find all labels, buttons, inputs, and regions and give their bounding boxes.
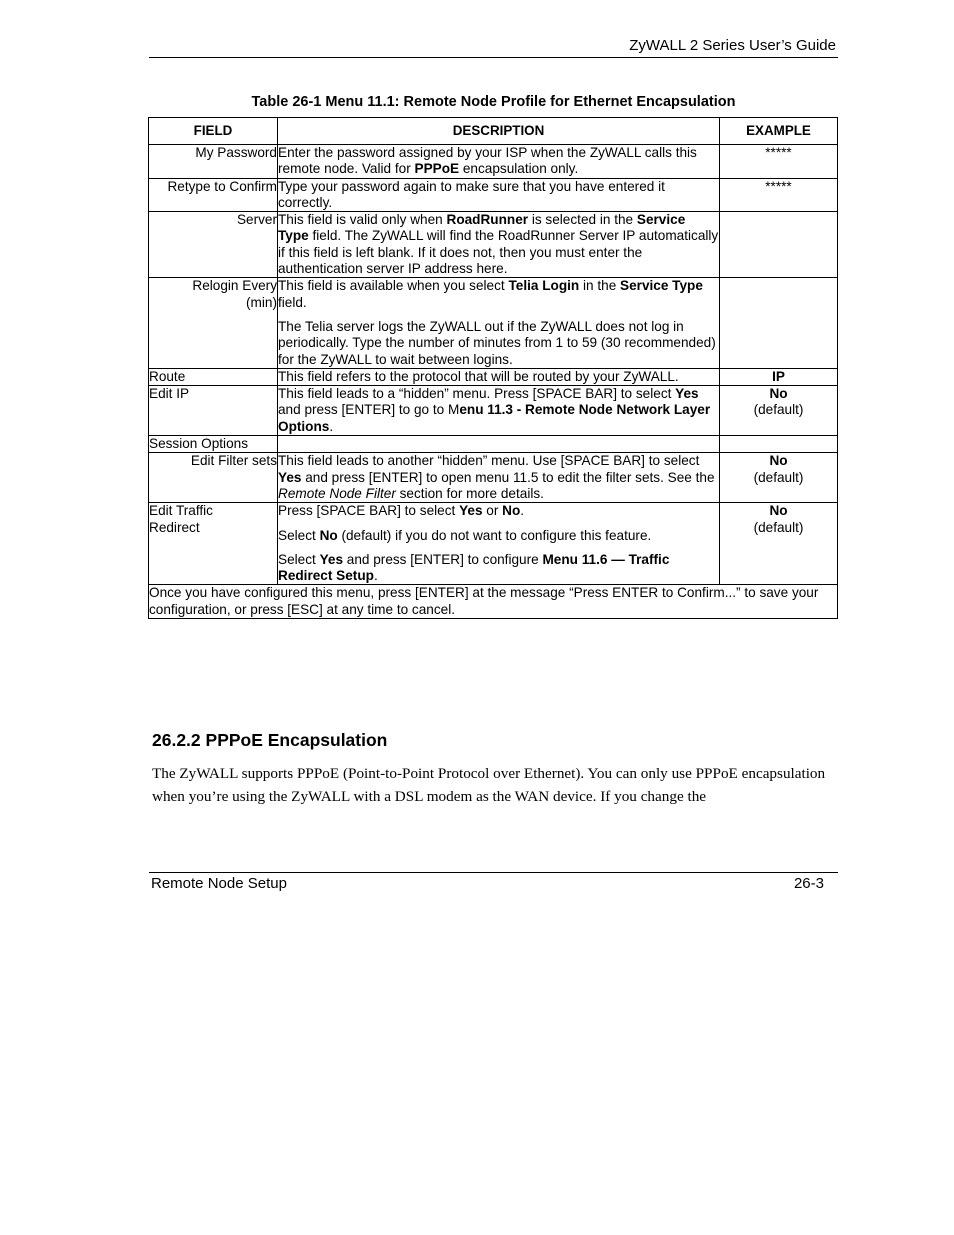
table-header-row bbox=[149, 118, 838, 145]
description-cell: This field leads to another “hidden” menu. Use [SPACE BAR] to select Yes and press [ENTER] to open menu 11.5 to edit the filter sets. See the Remote Node Filter section for more details. bbox=[278, 453, 720, 503]
footer-rule bbox=[149, 872, 838, 873]
section-body-text: The ZyWALL supports PPPoE (Point-to-Point Protocol over Ethernet). You can only use PPPoE encapsulation when you’re using the ZyWALL with a DSL modem as the WAN device. If you change the bbox=[152, 765, 826, 805]
field-cell: Retype to Confirm bbox=[149, 178, 278, 212]
field-cell: Session Options bbox=[149, 436, 278, 453]
footer-page-number: 26-3 bbox=[793, 875, 824, 892]
description-cell bbox=[278, 436, 720, 453]
running-header: ZyWALL 2 Series User’s Guide bbox=[629, 37, 836, 54]
description-cell: This field leads to a “hidden” menu. Press [SPACE BAR] to select Yes and press [ENTER] to go to Menu 11.3 - Remote Node Network Layer Options. bbox=[278, 386, 720, 436]
description-cell: This field refers to the protocol that will be routed by your ZyWALL. bbox=[278, 368, 720, 385]
example-cell: IP bbox=[720, 368, 838, 385]
table-row bbox=[149, 178, 838, 212]
example-cell: ***** bbox=[720, 178, 838, 212]
example-cell: No (default) bbox=[720, 503, 838, 585]
example-cell bbox=[720, 278, 838, 368]
example-cell: No (default) bbox=[720, 386, 838, 436]
table-row bbox=[149, 453, 838, 503]
field-cell: My Password bbox=[149, 145, 278, 179]
column-header-example: EXAMPLE bbox=[720, 118, 838, 145]
table-row bbox=[149, 368, 838, 385]
table-row bbox=[149, 436, 838, 453]
example-cell: ***** bbox=[720, 145, 838, 179]
description-cell: This field is available when you select Telia Login in the Service Type field. The Telia server logs the ZyWALL out if the ZyWALL does not log in periodically. Type the number of minutes from 1 to 59 (30 recommended) for the ZyWALL to wait between logins. bbox=[278, 278, 720, 368]
table-caption: Table 26-1 Menu 11.1: Remote Node Profile for Ethernet Encapsulation bbox=[251, 94, 736, 110]
table-note-row bbox=[149, 585, 838, 619]
header-rule bbox=[149, 57, 838, 58]
footer-chapter-title: Remote Node Setup bbox=[151, 875, 287, 892]
description-cell: Press [SPACE BAR] to select Yes or No. Select No (default) if you do not want to configure this feature. Select Yes and press [ENTER] to configure Menu 11.6 — Traffic Redirect Setup. bbox=[278, 503, 720, 585]
table-note: Once you have configured this menu, press [ENTER] at the message “Press ENTER to Confirm...” to save your configuration, or press [ESC] at any time to cancel. bbox=[149, 585, 838, 619]
field-cell: Edit IP bbox=[149, 386, 278, 436]
table-row bbox=[149, 212, 838, 278]
field-cell: Edit Traffic Redirect bbox=[149, 503, 278, 585]
column-header-field: FIELD bbox=[149, 118, 278, 145]
example-cell bbox=[720, 436, 838, 453]
field-cell: Edit Filter sets bbox=[149, 453, 278, 503]
table-row bbox=[149, 386, 838, 436]
section-heading: 26.2.2 PPPoE Encapsulation bbox=[152, 730, 388, 750]
description-cell: Type your password again to make sure that you have entered it correctly. bbox=[278, 178, 720, 212]
table-row bbox=[149, 278, 838, 368]
table-row bbox=[149, 145, 838, 179]
description-cell: Enter the password assigned by your ISP when the ZyWALL calls this remote node. Valid for PPPoE encapsulation only. bbox=[278, 145, 720, 179]
table-row bbox=[149, 503, 838, 585]
column-header-description: DESCRIPTION bbox=[278, 118, 720, 145]
field-cell: Route bbox=[149, 368, 278, 385]
example-cell: No (default) bbox=[720, 453, 838, 503]
field-cell: Server bbox=[149, 212, 278, 278]
field-description-table bbox=[148, 117, 838, 619]
example-cell bbox=[720, 212, 838, 278]
description-cell: This field is valid only when RoadRunner is selected in the Service Type field. The ZyWALL will find the RoadRunner Server IP automatically if this field is left blank. If it does not, then you must enter the authentication server IP address here. bbox=[278, 212, 719, 277]
field-cell: Relogin Every (min) bbox=[149, 278, 278, 368]
